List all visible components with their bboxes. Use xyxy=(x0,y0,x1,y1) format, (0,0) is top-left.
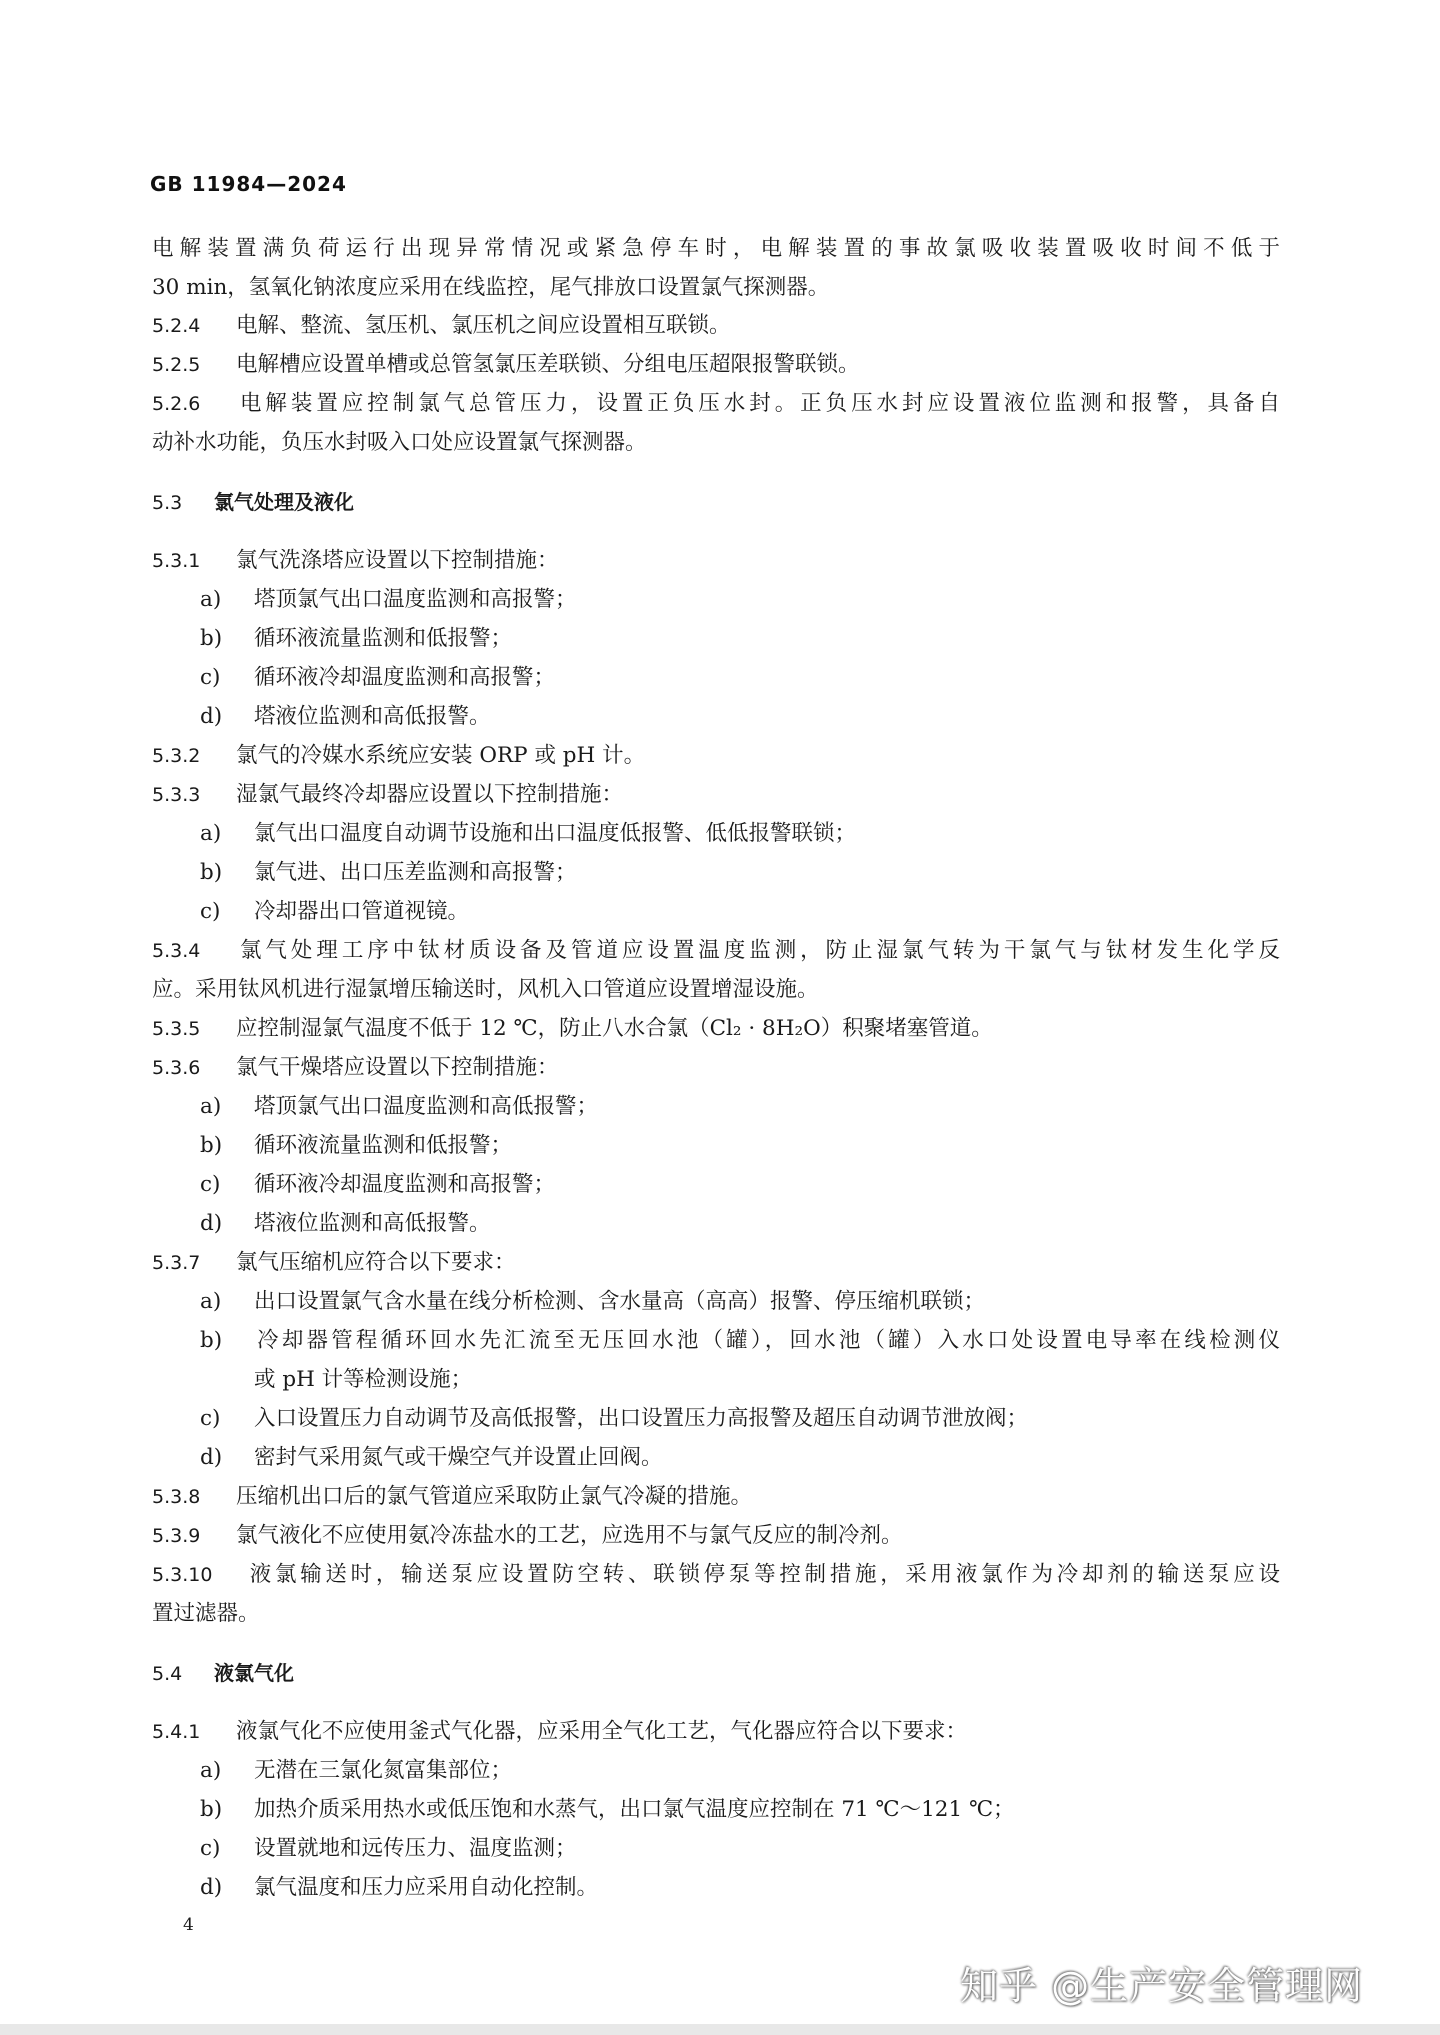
list-item: d) 密封气采用氮气或干燥空气并设置止回阀。 xyxy=(200,1445,663,1470)
clause-number: 5.3.4 xyxy=(152,940,201,962)
clause-5-4-1: 5.4.1 液氯气化不应使用釜式气化器，应采用全气化工艺，气化器应符合以下要求： xyxy=(152,1719,968,1744)
page-number: 4 xyxy=(183,1915,194,1935)
clause-number: 5.2.5 xyxy=(152,354,201,376)
clause-number: 5.3.3 xyxy=(152,784,201,806)
clause-number: 5.3.5 xyxy=(152,1018,201,1040)
clause-number: 5.3.7 xyxy=(152,1252,201,1274)
section-heading-5-4: 5.4 液氯气化 xyxy=(152,1661,294,1685)
list-item: d) 塔液位监测和高低报警。 xyxy=(200,1211,491,1236)
clause-number: 5.3.6 xyxy=(152,1057,201,1079)
clause-number: 5.3.2 xyxy=(152,745,201,767)
clause-5-2-6: 5.2.6 电解装置应控制氯气总管压力，设置正负压水封。正负压水封应设置液位监测和报警，具备自 xyxy=(152,391,1280,416)
list-item: a) 出口设置氯气含水量在线分析检测、含水量高（高高）报警、停压缩机联锁； xyxy=(200,1289,986,1314)
list-item: b) 冷却器管程循环回水先汇流至无压回水池（罐），回水池（罐）入水口处设置电导率在线检测仪 xyxy=(200,1328,1280,1353)
clause-number: 5.3.9 xyxy=(152,1525,201,1547)
clause-5-3-9: 5.3.9 氯气液化不应使用氨冷冻盐水的工艺，应选用不与氯气反应的制冷剂。 xyxy=(152,1523,903,1548)
clause-5-3-10: 5.3.10 液氯输送时，输送泵应设置防空转、联锁停泵等控制措施，采用液氯作为冷却剂的输送泵应设 xyxy=(152,1562,1280,1587)
list-item: b) 加热介质采用热水或低压饱和水蒸气，出口氯气温度应控制在 71 ℃～121 ℃； xyxy=(200,1797,1015,1822)
clause-number: 5.3.10 xyxy=(152,1564,213,1586)
list-item: c) 设置就地和远传压力、温度监测； xyxy=(200,1836,577,1861)
list-item: a) 塔顶氯气出口温度监测和高报警； xyxy=(200,587,577,612)
list-item: c) 冷却器出口管道视镜。 xyxy=(200,899,470,924)
clause-number: 5.3.8 xyxy=(152,1486,201,1508)
clause-5-3-2: 5.3.2 氯气的冷媒水系统应安装 ORP 或 pH 计。 xyxy=(152,743,646,768)
clause-5-2-5: 5.2.5 电解槽应设置单槽或总管氢氯压差联锁、分组电压超限报警联锁。 xyxy=(152,352,860,377)
list-item: c) 循环液冷却温度监测和高报警； xyxy=(200,665,556,690)
clause-number: 5.2.6 xyxy=(152,393,201,415)
text-line: 应。采用钛风机进行湿氯增压输送时，风机入口管道应设置增湿设施。 xyxy=(152,977,819,1002)
standard-number: GB 11984—2024 xyxy=(150,172,347,196)
list-item: a) 塔顶氯气出口温度监测和高低报警； xyxy=(200,1094,599,1119)
text-line: 30 min，氢氧化钠浓度应采用在线监控，尾气排放口设置氯气探测器。 xyxy=(152,275,830,300)
list-item: d) 塔液位监测和高低报警。 xyxy=(200,704,491,729)
list-item: a) 无潜在三氯化氮富集部位； xyxy=(200,1758,513,1783)
list-item: b) 氯气进、出口压差监测和高报警； xyxy=(200,860,577,885)
clause-5-3-7: 5.3.7 氯气压缩机应符合以下要求： xyxy=(152,1250,516,1275)
list-item: b) 循环液流量监测和低报警； xyxy=(200,626,513,651)
clause-5-3-3: 5.3.3 湿氯气最终冷却器应设置以下控制措施： xyxy=(152,782,624,807)
text-line: 或 pH 计等检测设施； xyxy=(254,1367,473,1392)
list-item: d) 氯气温度和压力应采用自动化控制。 xyxy=(200,1875,599,1900)
clause-5-2-4: 5.2.4 电解、整流、氢压机、氯压机之间应设置相互联锁。 xyxy=(152,313,731,338)
clause-5-3-4: 5.3.4 氯气处理工序中钛材质设备及管道应设置温度监测，防止湿氯气转为干氯气与钛材发生化学反 xyxy=(152,938,1280,963)
text-line: 置过滤器。 xyxy=(152,1601,260,1626)
clause-5-3-8: 5.3.8 压缩机出口后的氯气管道应采取防止氯气冷凝的措施。 xyxy=(152,1484,753,1509)
clause-5-3-1: 5.3.1 氯气洗涤塔应设置以下控制措施： xyxy=(152,548,559,573)
scan-edge xyxy=(0,2024,1440,2035)
list-item: a) 氯气出口温度自动调节设施和出口温度低报警、低低报警联锁； xyxy=(200,821,857,846)
text-line: 动补水功能，负压水封吸入口处应设置氯气探测器。 xyxy=(152,430,647,455)
list-item: c) 循环液冷却温度监测和高报警； xyxy=(200,1172,556,1197)
list-item: b) 循环液流量监测和低报警； xyxy=(200,1133,513,1158)
list-item: c) 入口设置压力自动调节及高低报警，出口设置压力高报警及超压自动调节泄放阀； xyxy=(200,1406,1029,1431)
clause-5-3-6: 5.3.6 氯气干燥塔应设置以下控制措施： xyxy=(152,1055,559,1080)
clause-number: 5.2.4 xyxy=(152,315,201,337)
watermark: 知乎 @生产安全管理网 xyxy=(960,1964,1364,2008)
clause-number: 5.3.1 xyxy=(152,550,201,572)
section-heading-5-3: 5.3 氯气处理及液化 xyxy=(152,490,354,514)
clause-number: 5.4.1 xyxy=(152,1721,201,1743)
clause-5-3-5: 5.3.5 应控制湿氯气温度不低于 12 ℃，防止八水合氯（Cl₂ · 8H₂O）积聚堵塞管道。 xyxy=(152,1016,993,1041)
text-line: 电解装置满负荷运行出现异常情况或紧急停车时，电解装置的事故氯吸收装置吸收时间不低于 xyxy=(152,236,1280,261)
